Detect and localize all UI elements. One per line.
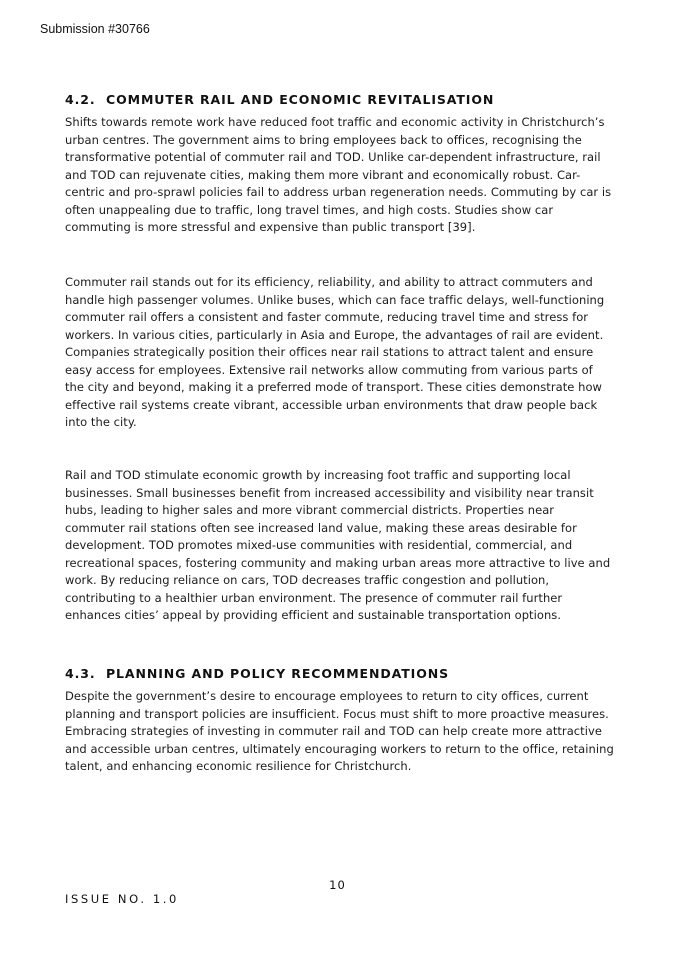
section-4-3: [65, 666, 615, 776]
paragraph: Shifts towards remote work have reduced foot traffic and economic activity in Christchurch’s urban centres. The government aims to bring employees back to offices, recognising the transformative potential of commuter rail and TOD. Unlike car-dependent infrastructure, rail and TOD can rejuvenate cities, making them more vibrant and economically robust. Car-centric and pro-sprawl policies fail to address urban regeneration needs. Commuting by car is often unappealing due to traffic, long travel times, and high costs. Studies show car commuting is more stressful and expensive than public transport [39].: [65, 115, 612, 234]
section-title: PLANNING AND POLICY RECOMMENDATIONS: [106, 666, 449, 681]
section-4-2: [65, 92, 615, 237]
submission-id: Submission #30766: [40, 22, 150, 36]
paragraph: Despite the government’s desire to encourage employees to return to city offices, current planning and transport policies are insufficient. Focus must shift to more proactive measures. Embracing strategies of investing in commuter rail and TOD can help create more attractive and accessible urban centres, ultimately encouraging workers to return to the office, retaining talent, and enhancing economic resilience for Christchurch.: [65, 689, 614, 773]
section-heading: [65, 666, 615, 681]
section-4-2-paragraph-2: [65, 274, 615, 432]
paragraph: Rail and TOD stimulate economic growth by increasing foot traffic and supporting local businesses. Small businesses benefit from increased accessibility and visibility near transit hubs, leading to higher sales and more vibrant commercial districts. Properties near commuter rail stations often see increased land value, making these areas desirable for development. TOD promotes mixed-use communities with residential, commercial, and recreational spaces, fostering community and making urban areas more attractive to live and work. By reducing reliance on cars, TOD decreases traffic congestion and pollution, contributing to a healthier urban environment. The presence of commuter rail further enhances cities’ appeal by providing efficient and sustainable transportation options.: [65, 468, 611, 622]
section-number: 4.3.: [65, 666, 96, 681]
section-4-2-paragraph-3: [65, 467, 615, 625]
section-title: COMMUTER RAIL AND ECONOMIC REVITALISATION: [106, 92, 495, 107]
section-heading: [65, 92, 615, 107]
paragraph: Commuter rail stands out for its efficiency, reliability, and ability to attract commuters and handle high passenger volumes. Unlike buses, which can face traffic delays, well-functioning commuter rail offers a consistent and faster commute, reducing travel time and stress for workers. In various cities, particularly in Asia and Europe, the advantages of rail are evident. Companies strategically position their offices near rail stations to attract talent and ensure easy access for employees. Extensive rail networks allow commuting from various parts of the city and beyond, making it a preferred mode of transport. These cities demonstrate how effective rail systems create vibrant, accessible urban environments that draw people back into the city.: [65, 275, 605, 429]
section-number: 4.2.: [65, 92, 96, 107]
page-number: 10: [329, 878, 346, 892]
issue-number: ISSUE NO. 1.0: [65, 892, 179, 906]
